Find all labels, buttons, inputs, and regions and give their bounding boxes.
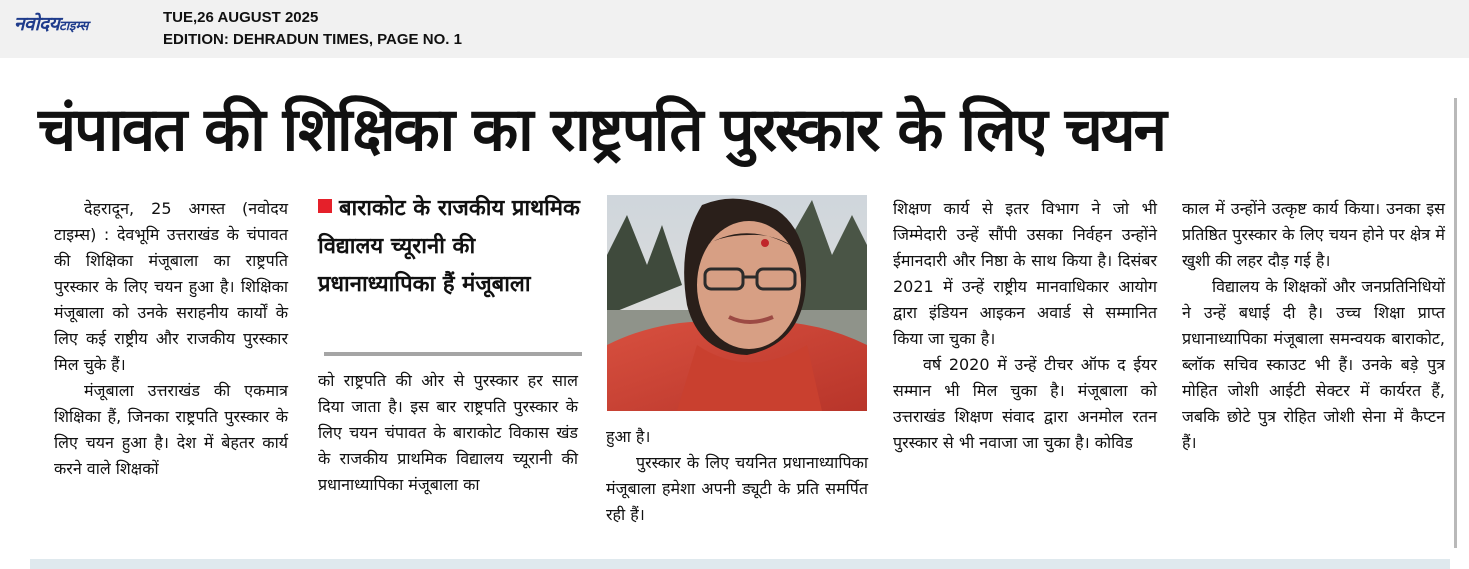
paragraph: पुरस्कार के लिए चयनित प्रधानाध्यापिका मंजूबाला हमेशा अपनी ड्यूटी के प्रति समर्पित रही हैं। <box>606 453 868 524</box>
paragraph: देहरादून, 25 अगस्त (नवोदय टाइम्स) : देवभूमि उत्तराखंड के चंपावत की शिक्षिका मंजूबाला का राष्ट्रपति पुरस्कार के लिए चयन हुआ है। शिक्षिका मंजूबाला को उनके सराहनीय कार्यों के लिए कई राष्ट्रीय और राजकीय पुरस्कार मिल चुके हैं। <box>54 199 288 374</box>
bottom-strip <box>30 559 1450 569</box>
paragraph: वर्ष 2020 में उन्हें टीचर ऑफ द ईयर सम्मान भी मिल चुका है। मंजूबाला को उत्तराखंड शिक्षण संवाद द्वारा अनमोल रतन पुरस्कार से भी नवाजा जा चुका है। कोविड <box>893 355 1157 452</box>
logo-main: नवोदय <box>14 13 60 35</box>
newspaper-logo <box>14 10 88 36</box>
page-header-bar <box>0 0 1469 58</box>
subheading-divider <box>324 352 582 356</box>
column-divider <box>1454 98 1457 548</box>
paragraph: मंजूबाला उत्तराखंड की एकमात्र शिक्षिका हैं, जिनका राष्ट्रपति पुरस्कार के लिए चयन हुआ है। देश में बेहतर कार्य करने वाले शिक्षकों <box>54 381 288 478</box>
paragraph: विद्यालय के शिक्षकों और जनप्रतिनिधियों ने उन्हें बधाई दी है। उच्च शिक्षा प्राप्त प्रधानाध्यापिका मंजूबाला समन्वयक बाराकोट, ब्लॉक सचिव स्काउट भी हैं। उनके बड़े पुत्र मोहित जोशी आईटी सेक्टर में कार्यरत हैं, जबकि छोटे पुत्र रोहित जोशी सेना में कैप्टन हैं। <box>1182 277 1445 452</box>
paragraph: काल में उन्होंने उत्कृष्ट कार्य किया। उनका इस प्रतिष्ठित पुरस्कार के लिए चयन होने पर क्षेत्र में खुशी की लहर दौड़ गई है। <box>1182 199 1445 270</box>
red-square-bullet-icon <box>318 199 332 213</box>
article-column-1 <box>54 196 288 482</box>
article-column-2 <box>318 368 578 498</box>
edition-date: TUE,26 AUGUST 2025 <box>163 9 319 26</box>
article-subheading <box>318 190 588 304</box>
paragraph: हुआ है। <box>606 427 651 446</box>
logo-sub: टाइम्स <box>59 19 89 34</box>
teacher-portrait-photo <box>607 195 867 411</box>
subheading-text: बाराकोट के राजकीय प्राथमिक विद्यालय च्यूरानी की प्रधानाध्यापिका हैं मंजूबाला <box>318 196 580 297</box>
portrait-image <box>607 195 867 411</box>
article-column-5 <box>1182 196 1445 456</box>
article-column-3 <box>606 424 868 528</box>
article-column-4 <box>893 196 1157 456</box>
article-headline: चंपावत की शिक्षिका का राष्ट्रपति पुरस्कार के लिए चयन <box>38 95 1165 165</box>
paragraph: शिक्षण कार्य से इतर विभाग ने जो भी जिम्मेदारी उन्हें सौंपी उसका निर्वहन उन्होंने ईमानदारी और निष्ठा के साथ किया है। दिसंबर 2021 में उन्हें राष्ट्रीय मानवाधिकार आयोग द्वारा इंडियन आइकन अवार्ड से सम्मानित किया जा चुका है। <box>893 199 1157 348</box>
paragraph: को राष्ट्रपति की ओर से पुरस्कार हर साल दिया जाता है। इस बार राष्ट्रपति पुरस्कार के लिए चयन चंपावत के बाराकोट विकास खंड के राजकीय प्राथमिक विद्यालय च्यूरानी की प्रधानाध्यापिका मंजूबाला का <box>318 371 578 494</box>
edition-info: EDITION: DEHRADUN TIMES, PAGE NO. 1 <box>163 31 462 48</box>
